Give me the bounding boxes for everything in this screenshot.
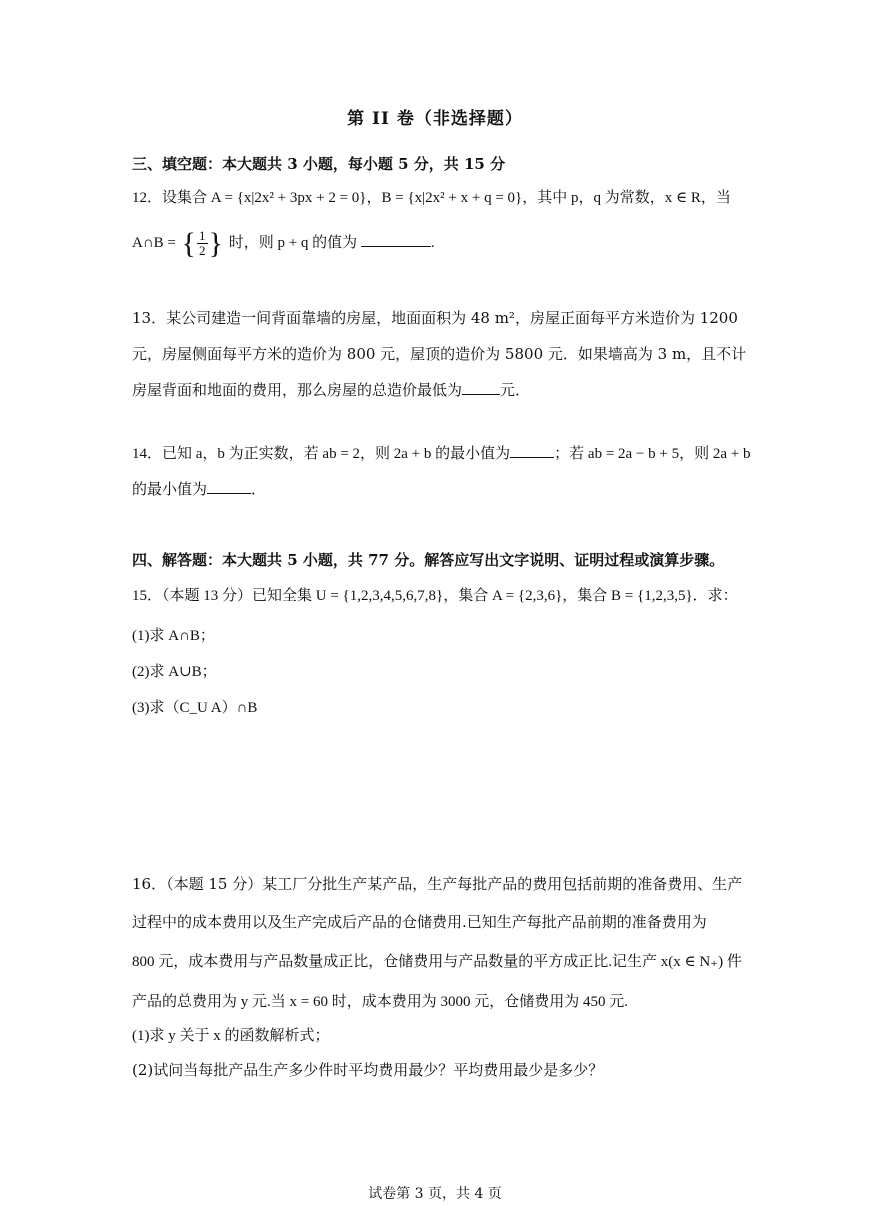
section-3-heading: 三、填空题：本大题共 3 小题，每小题 5 分，共 15 分 (132, 155, 506, 173)
q14-part-b: ；若 ab = 2a − b + 5，则 2a + b (554, 446, 751, 462)
part-title: 第 II 卷（非选择题） (347, 109, 523, 129)
q14-question: 的最小值为 (132, 482, 208, 498)
q13-unit: 元． (500, 381, 531, 399)
q16-line-1: 16．（本题 15 分）某工厂分批生产某产品，生产每批产品的费用包括前期的准备费用、生产 (132, 875, 743, 893)
q13-line-1: 13．某公司建造一间背面靠墙的房屋，地面面积为 48 m²，房屋正面每平方米造价为 1200 (132, 309, 738, 327)
q12-line-2: A∩B = { $\frac{1}{2}$ } 时，则 p + q 的值为 . (132, 226, 435, 260)
q15-part-1: (1)求 A∩B； (132, 628, 215, 644)
answer-blank (207, 479, 251, 494)
fraction-denominator: 2 (199, 243, 206, 259)
page-footer: 试卷第 3 页，共 4 页 (368, 1186, 502, 1202)
answer-blank (462, 380, 500, 395)
q16-line-4: 产品的总费用为 y 元.当 x = 60 时，成本费用为 3000 元，仓储费用为 450 元. (132, 994, 628, 1010)
q15-part-3: (3)求（C_U A）∩B (132, 700, 258, 716)
q16-part-2: (2)试问当每批产品生产多少件时平均费用最少？平均费用最少是多少？ (132, 1061, 604, 1079)
answer-blank (510, 443, 554, 458)
section-4-heading: 四、解答题：本大题共 5 小题，共 77 分。解答应写出文字说明、证明过程或演算步骤。 (132, 551, 725, 569)
q14-part-a: 14．已知 a，b 为正实数，若 ab = 2，则 2a + b 的最小值为 (132, 446, 511, 462)
q14-line-1 (132, 442, 752, 466)
q15-part-2: (2)求 A∪B； (132, 664, 217, 680)
q16-line-3: 800 元，成本费用与产品数量成正比，仓储费用与产品数量的平方成正比.记生产 x(x ∈ N₊) 件 (132, 954, 742, 970)
q16-part-1: (1)求 y 关于 x 的函数解析式； (132, 1028, 330, 1044)
q13-question: 房屋背面和地面的费用，那么房屋的总造价最低为 (132, 381, 463, 399)
q16-line-2: 过程中的成本费用以及生产完成后产品的仓储费用.已知生产每批产品前期的准备费用为 (132, 913, 707, 931)
fraction-numerator: 1 (199, 228, 206, 244)
q12-condition: 时，则 p + q 的值为 (228, 235, 358, 251)
answer-blank (361, 232, 431, 247)
right-brace-icon: } (208, 226, 223, 260)
q13-line-2: 元，房屋侧面每平方米的造价为 800 元，屋顶的造价为 5800 元．如果墙高为 3 m，且不计 (132, 345, 747, 363)
q12-set-half (181, 226, 223, 260)
q15-line-1: 15．（本题 13 分）已知全集 U = {1,2,3,4,5,6,7,8}，集合 A = {2,3,6}，集合 B = {1,2,3,5}．求： (132, 588, 738, 604)
fraction (197, 229, 208, 258)
q13-line-3 (132, 378, 752, 402)
q12-intersection: A∩B = (132, 235, 176, 251)
q12-line-1: 12．设集合 A = {x|2x² + 3px + 2 = 0}，B = {x|2x² + x + q = 0}，其中 p，q 为常数，x ∈ R，当 (132, 190, 731, 206)
left-brace-icon: { (181, 226, 197, 260)
q14-line-2: 的最小值为 ． (132, 478, 752, 502)
